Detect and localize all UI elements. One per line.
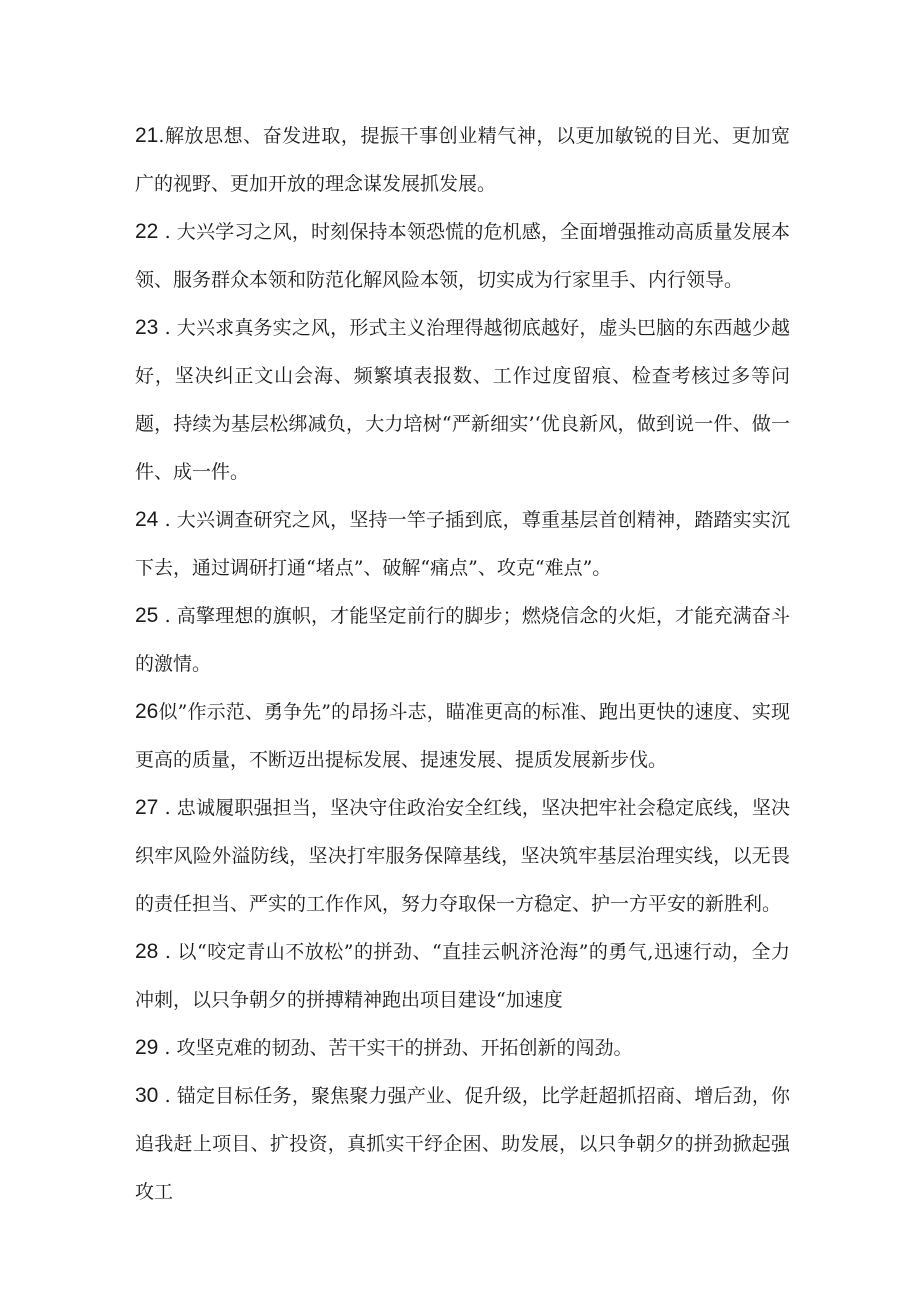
paragraph-22 [135, 208, 790, 304]
paragraph-29 [135, 1024, 790, 1072]
paragraph-28 [135, 928, 790, 1024]
paragraph-number: 23 [135, 316, 159, 339]
paragraph-text: . 忠诚履职强担当，坚决守住政治安全红线，坚决把牢社会稳定底线，坚决织牢风险外溢防线，坚决打牢服务保障基线，坚决筑牢基层治理实线，以无畏的责任担当、严实的工作作风，努力夺取保一方稳定、护一方平安的新胜利。 [135, 797, 790, 915]
document-body [135, 112, 790, 1216]
paragraph-number: 22 [135, 220, 159, 243]
paragraph-text: . 大兴学习之风，时刻保持本领恐慌的危机感，全面增强推动高质量发展本领、服务群众本领和防范化解风险本领，切实成为行家里手、内行领导。 [135, 221, 790, 291]
paragraph-number: 21 [135, 124, 159, 147]
paragraph-text: .解放思想、奋发进取，提振干事创业精气神，以更加敏锐的目光、更加宽广的视野、更加开放的理念谋发展抓发展。 [135, 125, 790, 195]
paragraph-26 [135, 688, 790, 784]
paragraph-text: . 大兴调查研究之风，坚持一竿子插到底，尊重基层首创精神，踏踏实实沉下去，通过调研打通“堵点”、破解“痛点”、攻克“难点”。 [135, 509, 790, 579]
paragraph-30 [135, 1072, 790, 1216]
paragraph-24 [135, 496, 790, 592]
paragraph-number: 26 [135, 700, 159, 723]
paragraph-text: . 攻坚克难的韧劲、苦干实干的拼劲、开拓创新的闯劲。 [158, 1037, 633, 1059]
paragraph-number: 25 [135, 604, 159, 627]
paragraph-text: . 高擎理想的旗帜，才能坚定前行的脚步；燃烧信念的火炬，才能充满奋斗的激情。 [135, 605, 790, 675]
paragraph-number: 24 [135, 508, 159, 531]
paragraph-number: 29 [135, 1036, 159, 1059]
paragraph-27 [135, 784, 790, 928]
paragraph-text: 似”作示范、勇争先”的昂扬斗志，瞄准更高的标准、跑出更快的速度、实现更高的质量，不断迈出提标发展、提速发展、提质发展新步伐。 [135, 701, 790, 771]
paragraph-text: . 以“咬定青山不放松”的拼劲、“直挂云帆济沧海”的勇气,迅速行动，全力冲刺，以只争朝夕的拼搏精神跑出项目建设“加速度 [135, 941, 790, 1011]
paragraph-text: . 大兴求真务实之风，形式主义治理得越彻底越好，虚头巴脑的东西越少越好，坚决纠正文山会海、频繁填表报数、工作过度留痕、检查考核过多等问题，持续为基层松绑减负，大力培树“严新细实’‘优良新风，做到说一件、做一件、成一件。 [135, 317, 790, 483]
paragraph-number: 27 [135, 796, 159, 819]
paragraph-23 [135, 304, 790, 496]
paragraph-number: 30 [135, 1084, 159, 1107]
paragraph-number: 28 [135, 940, 159, 963]
paragraph-25 [135, 592, 790, 688]
paragraph-21 [135, 112, 790, 208]
paragraph-text: . 锚定目标任务，聚焦聚力强产业、促升级，比学赶超抓招商、增后劲，你追我赶上项目、扩投资，真抓实干纾企困、助发展，以只争朝夕的拼劲掀起强攻工 [135, 1085, 790, 1203]
